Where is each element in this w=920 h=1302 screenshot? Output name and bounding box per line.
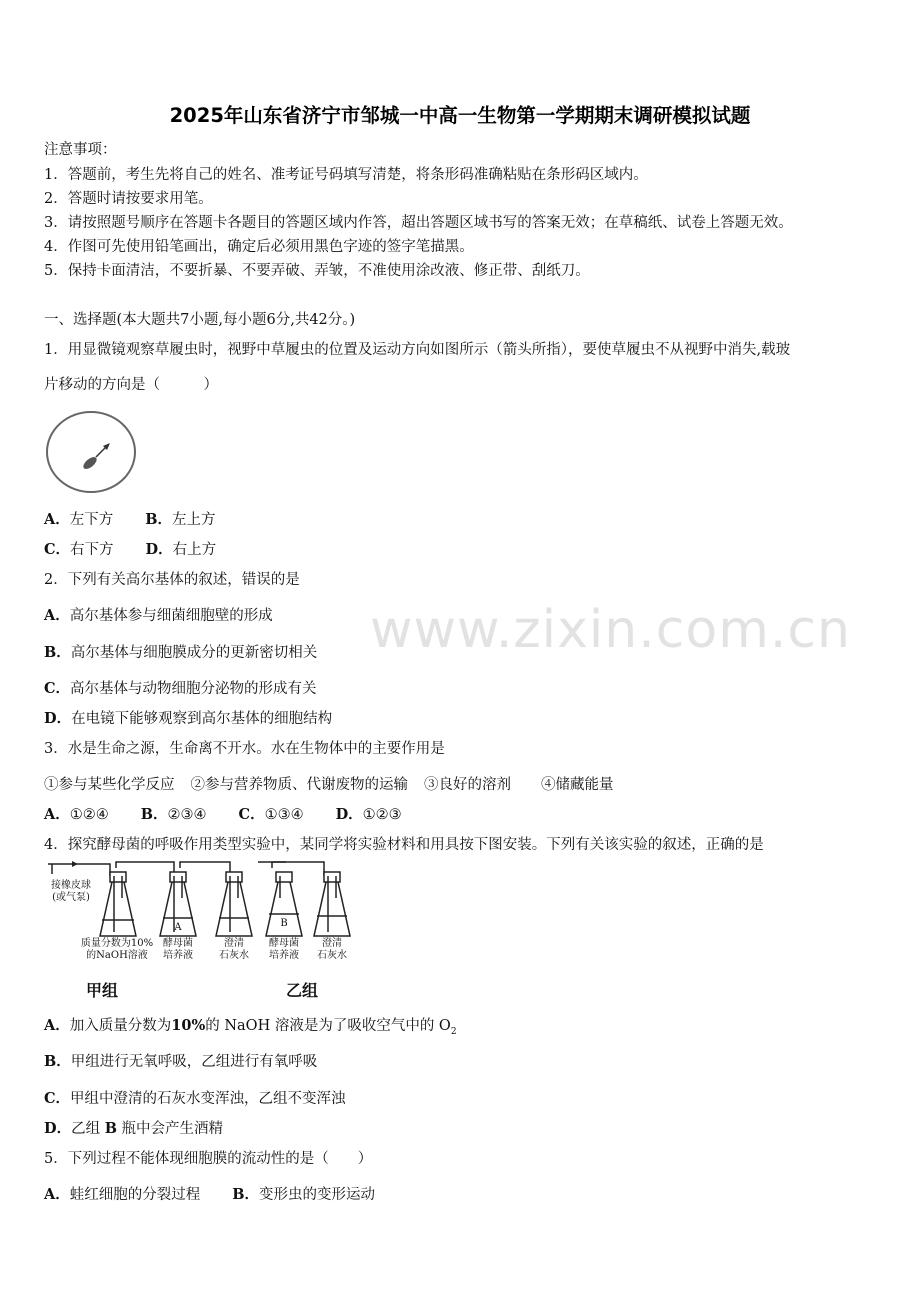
- q4-option-a-pre: 加入质量分数为: [69, 1018, 172, 1034]
- notice-item-3: 3．请按照题号顺序在答题卡各题目的答题区域内作答，超出答题区域书写的答案无效；在草稿纸、试卷上答题无效。: [44, 215, 793, 231]
- yeast-b-label: [264, 938, 304, 962]
- q4-option-c: 甲组中澄清的石灰水变浑浊，乙组不变浑浊: [70, 1091, 346, 1107]
- q5-option-a-label: A．: [44, 1186, 70, 1203]
- q2-option-a-label: A．: [44, 607, 70, 624]
- q4-option-a-label: A．: [44, 1017, 70, 1034]
- q3-option-a: ①②④: [69, 807, 109, 823]
- q4-option-d-label: D．: [44, 1120, 72, 1137]
- notice-heading: 注意事项：: [44, 142, 117, 158]
- q3-options-row: [44, 803, 402, 824]
- q2-option-d-row: [44, 707, 332, 728]
- section-heading: 一、选择题(本大题共7小题,每小题6分,共42分。): [44, 312, 356, 328]
- q3-option-b-label: B．: [140, 806, 168, 823]
- q3-option-d: ①②③: [362, 807, 402, 823]
- q4-option-c-label: C．: [44, 1090, 71, 1107]
- yeast-respiration-figure: [40, 858, 370, 1003]
- group-yi-label: 乙组: [286, 981, 319, 1000]
- yeast-b-label-line2: 培养液: [269, 950, 299, 961]
- microscope-field-figure: [44, 410, 140, 496]
- yeast-a-label-line1: 酵母菌: [163, 938, 193, 949]
- q4-option-d-row: [44, 1117, 223, 1138]
- q2-option-b-row: [44, 641, 317, 662]
- q4-option-d-post: 瓶中会产生酒精: [116, 1121, 224, 1137]
- q3-items-row: [44, 773, 614, 794]
- field-of-view-circle: [47, 412, 135, 492]
- group-jia-label: 甲组: [86, 981, 119, 1000]
- naoh-label: [72, 938, 162, 962]
- watermark: www.zixin.com.cn: [370, 600, 851, 660]
- q4-option-d-pre: 乙组: [71, 1121, 105, 1137]
- q2-option-c: 高尔基体与动物细胞分泌物的形成有关: [70, 681, 317, 697]
- lime-1-label: [214, 938, 254, 962]
- pump-label-line2: (或气泵): [52, 892, 90, 903]
- q1-option-b: 左上方: [172, 512, 216, 528]
- q1-option-c: 右下方: [70, 542, 114, 558]
- q3-option-c: ①③④: [264, 807, 304, 823]
- q2-option-b-label: B．: [44, 644, 71, 661]
- q5-option-b-label: B．: [232, 1186, 260, 1203]
- q1-option-a: 左下方: [69, 512, 114, 528]
- paramecium-icon: [81, 443, 110, 471]
- lime-2-label-line1: 澄清: [322, 938, 342, 949]
- q2-option-a: 高尔基体参与细菌细胞壁的形成: [69, 608, 273, 624]
- lime-2-label-line2: 石灰水: [317, 950, 347, 961]
- q4-option-c-row: [44, 1087, 346, 1108]
- q1-options-row1: [44, 508, 216, 529]
- q1-option-d: 右上方: [172, 542, 217, 558]
- q3-stem: 3．水是生命之源，生命离不开水。水在生物体中的主要作用是: [44, 741, 445, 757]
- lime-2-label: [312, 938, 352, 962]
- yeast-a-label-line2: 培养液: [163, 950, 193, 961]
- q2-stem: 2．下列有关高尔基体的叙述，错误的是: [44, 572, 300, 588]
- q3-option-a-label: A．: [44, 806, 70, 823]
- notice-item-4: 4．作图可先使用铅笔画出，确定后必须用黑色字迹的签字笔描黑。: [44, 239, 474, 255]
- q2-option-c-row: [44, 677, 317, 698]
- q3-item-1: ①参与某些化学反应: [44, 777, 175, 793]
- q1-option-c-label: C．: [44, 541, 71, 558]
- q4-stem: 4．探究酵母菌的呼吸作用类型实验中，某同学将实验材料和用具按下图安装。下列有关该实验的叙述，正确的是: [44, 837, 764, 853]
- lime-1-label-line1: 澄清: [224, 938, 244, 949]
- q2-option-d: 在电镜下能够观察到高尔基体的细胞结构: [71, 711, 333, 727]
- pump-label: [44, 880, 98, 904]
- q4-option-d-bold: B: [104, 1120, 117, 1137]
- q1-stem-line1: 1．用显微镜观察草履虫时，视野中草履虫的位置及运动方向如图所示（箭头所指），要使草履虫不从视野中消失,载玻: [44, 342, 791, 358]
- q3-item-3: ③良好的溶剂: [424, 777, 511, 793]
- q5-options-row: [44, 1183, 375, 1204]
- pump-label-line1: 接橡皮球: [51, 880, 91, 891]
- q4-option-b-label: B．: [44, 1053, 71, 1070]
- notice-item-1: 1．答题前，考生先将自己的姓名、准考证号码填写清楚，将条形码准确粘贴在条形码区域内。: [44, 167, 648, 183]
- page-title: 2025年山东省济宁市邹城一中高一生物第一学期期末调研模拟试题: [169, 104, 751, 127]
- q3-option-d-label: D．: [335, 806, 363, 823]
- naoh-label-line1: 质量分数为10%: [80, 938, 154, 949]
- q1-option-a-label: A．: [44, 511, 70, 528]
- notice-item-2: 2．答题时请按要求用笔。: [44, 191, 213, 207]
- q4-option-b-row: [44, 1050, 317, 1071]
- q2-option-d-label: D．: [44, 710, 72, 727]
- naoh-label-line2: 的NaOH溶液: [86, 950, 148, 961]
- q1-options-row2: [44, 538, 216, 559]
- q3-option-b: ②③④: [167, 807, 207, 823]
- yeast-a-label: [158, 938, 198, 962]
- q5-option-a: 蛙红细胞的分裂过程: [69, 1187, 201, 1203]
- q3-item-4: ④储藏能量: [541, 777, 614, 793]
- q4-option-a-sub: 2: [450, 1026, 457, 1037]
- q1-option-d-label: D．: [145, 541, 173, 558]
- q4-option-a-mid: 的 NaOH 溶液是为了吸收空气中的 O: [205, 1018, 451, 1034]
- flask-a-label: A: [174, 922, 182, 933]
- q2-option-a-row: [44, 604, 273, 625]
- q3-item-2: ②参与营养物质、代谢废物的运输: [190, 777, 408, 793]
- q4-option-a-bold: 10%: [171, 1017, 206, 1034]
- q1-stem-line2: 片移动的方向是（ ）: [44, 377, 218, 393]
- q2-option-b: 高尔基体与细胞膜成分的更新密切相关: [70, 645, 318, 661]
- q3-option-c-label: C．: [238, 806, 265, 823]
- q4-option-a-row: [44, 1014, 457, 1037]
- yeast-b-label-line1: 酵母菌: [269, 938, 299, 949]
- flask-b-label: B: [280, 918, 288, 929]
- notice-item-5: 5．保持卡面清洁，不要折暴、不要弄破、弄皱，不准使用涂改液、修正带、刮纸刀。: [44, 263, 590, 279]
- lime-1-label-line2: 石灰水: [219, 950, 249, 961]
- q5-option-b: 变形虫的变形运动: [259, 1187, 376, 1203]
- q4-option-b: 甲组进行无氧呼吸，乙组进行有氧呼吸: [70, 1054, 318, 1070]
- q2-option-c-label: C．: [44, 680, 71, 697]
- q1-option-b-label: B．: [145, 511, 173, 528]
- q5-stem: 5．下列过程不能体现细胞膜的流动性的是（ ）: [44, 1151, 373, 1167]
